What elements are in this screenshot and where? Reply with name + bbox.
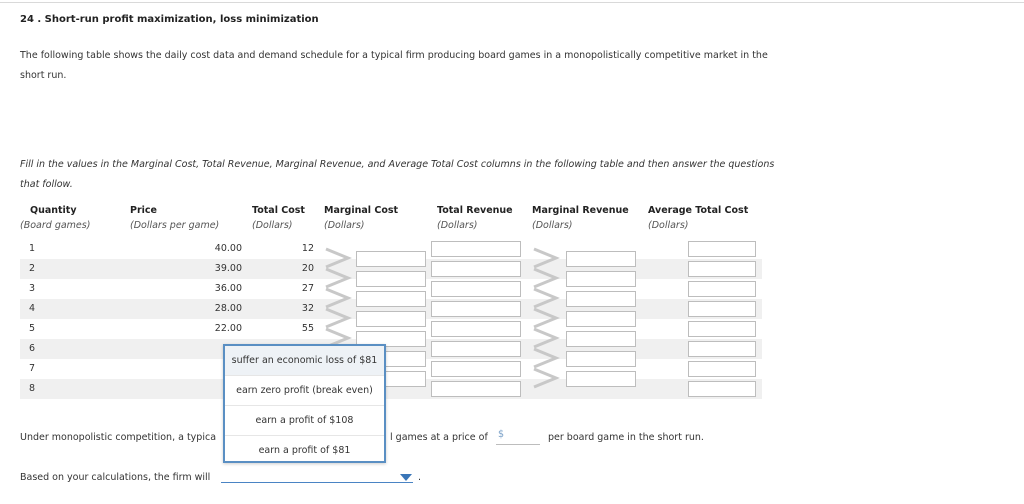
marginal-revenue-input[interactable] — [566, 331, 636, 347]
cell-quantity: 2 — [28, 263, 36, 274]
average-total-cost-input[interactable] — [688, 321, 756, 337]
bracket-arrow-icon — [324, 307, 352, 329]
bracket-arrow-icon — [532, 327, 560, 349]
cell-quantity: 4 — [28, 303, 36, 314]
marginal-revenue-input[interactable] — [566, 291, 636, 307]
cell-total-cost: 27 — [301, 283, 314, 294]
total-revenue-input[interactable] — [431, 361, 521, 377]
cell-quantity: 7 — [28, 363, 36, 374]
marginal-cost-input[interactable] — [356, 271, 426, 287]
cell-total-cost: 12 — [301, 243, 314, 254]
marginal-revenue-input[interactable] — [566, 271, 636, 287]
bracket-arrow-icon — [324, 287, 352, 309]
cell-price: 36.00 — [214, 283, 242, 294]
cell-total-cost: 55 — [301, 323, 314, 334]
chevron-down-icon[interactable] — [400, 474, 412, 481]
average-total-cost-input[interactable] — [688, 381, 756, 397]
top-divider — [0, 2, 1024, 3]
total-revenue-input[interactable] — [431, 241, 521, 257]
marginal-revenue-input[interactable] — [566, 311, 636, 327]
header-price: Price (Dollars per game) — [130, 205, 220, 231]
dropdown-option[interactable]: earn zero profit (break even) — [225, 376, 384, 406]
table-row — [20, 379, 762, 399]
bracket-arrow-icon — [324, 267, 352, 289]
total-revenue-input[interactable] — [431, 381, 521, 397]
cell-price: 28.00 — [214, 303, 242, 314]
cell-quantity: 6 — [28, 343, 36, 354]
average-total-cost-input[interactable] — [688, 281, 756, 297]
average-total-cost-input[interactable] — [688, 261, 756, 277]
outcome-select[interactable] — [221, 482, 413, 483]
cell-price: 40.00 — [214, 243, 242, 254]
bracket-arrow-icon — [532, 307, 560, 329]
question-title: 24 . Short-run profit maximization, loss minimization — [20, 14, 319, 25]
cell-quantity: 8 — [28, 383, 36, 394]
cell-total-cost: 20 — [301, 263, 314, 274]
header-total-revenue: Total Revenue (Dollars) — [437, 205, 513, 231]
header-average-total-cost: Average Total Cost (Dollars) — [648, 205, 749, 231]
bracket-arrow-icon — [532, 367, 560, 389]
quantity-sentence-start: Under monopolistic competition, a typica — [20, 432, 217, 443]
table-header — [20, 201, 762, 237]
marginal-cost-input[interactable] — [356, 311, 426, 327]
total-revenue-input[interactable] — [431, 321, 521, 337]
bracket-arrow-icon — [324, 247, 352, 269]
sentence-period: . — [418, 472, 422, 483]
question-instructions: Fill in the values in the Marginal Cost, Total Revenue, Marginal Revenue, and Average Total Cost columns in the following table and then answer the questions that follow. — [20, 159, 775, 190]
outcome-dropdown-menu[interactable] — [223, 344, 386, 463]
per-unit-text: per board game in the short run. — [548, 432, 704, 443]
marginal-revenue-input[interactable] — [566, 351, 636, 367]
header-quantity: Quantity (Board games) — [20, 205, 91, 231]
marginal-cost-input[interactable] — [356, 291, 426, 307]
cell-price: 39.00 — [214, 263, 242, 274]
question-intro: The following table shows the daily cost data and demand schedule for a typical firm producing board games in a monopolistically competitive market in the short run. — [20, 50, 768, 81]
header-total-cost: Total Cost (Dollars) — [252, 205, 305, 231]
marginal-revenue-input[interactable] — [566, 371, 636, 387]
header-marginal-cost: Marginal Cost (Dollars) — [324, 205, 399, 231]
cell-quantity: 5 — [28, 323, 36, 334]
based-on-text: Based on your calculations, the firm will — [20, 472, 211, 483]
header-marginal-revenue: Marginal Revenue (Dollars) — [532, 205, 629, 231]
total-revenue-input[interactable] — [431, 341, 521, 357]
cell-quantity: 3 — [28, 283, 36, 294]
average-total-cost-input[interactable] — [688, 341, 756, 357]
price-answer-input[interactable] — [496, 429, 540, 445]
bracket-arrow-icon — [532, 347, 560, 369]
average-total-cost-input[interactable] — [688, 301, 756, 317]
dropdown-option[interactable]: earn a profit of $81 — [258, 445, 351, 456]
marginal-cost-input[interactable] — [356, 251, 426, 267]
average-total-cost-input[interactable] — [688, 361, 756, 377]
average-total-cost-input[interactable] — [688, 241, 756, 257]
total-revenue-input[interactable] — [431, 261, 521, 277]
bracket-arrow-icon — [532, 267, 560, 289]
bracket-arrow-icon — [532, 287, 560, 309]
total-revenue-input[interactable] — [431, 301, 521, 317]
marginal-revenue-input[interactable] — [566, 251, 636, 267]
cost-table — [20, 201, 762, 399]
cell-price: 22.00 — [214, 323, 242, 334]
total-revenue-input[interactable] — [431, 281, 521, 297]
cell-total-cost: 32 — [301, 303, 314, 314]
cell-quantity: 1 — [28, 243, 36, 254]
dropdown-option[interactable]: suffer an economic loss of $81 — [225, 346, 384, 376]
dropdown-option[interactable]: earn a profit of $108 — [225, 406, 384, 436]
dollar-prefix: $ — [498, 429, 505, 440]
quantity-sentence-tail: l games at a price of — [390, 432, 488, 443]
bracket-arrow-icon — [532, 247, 560, 269]
